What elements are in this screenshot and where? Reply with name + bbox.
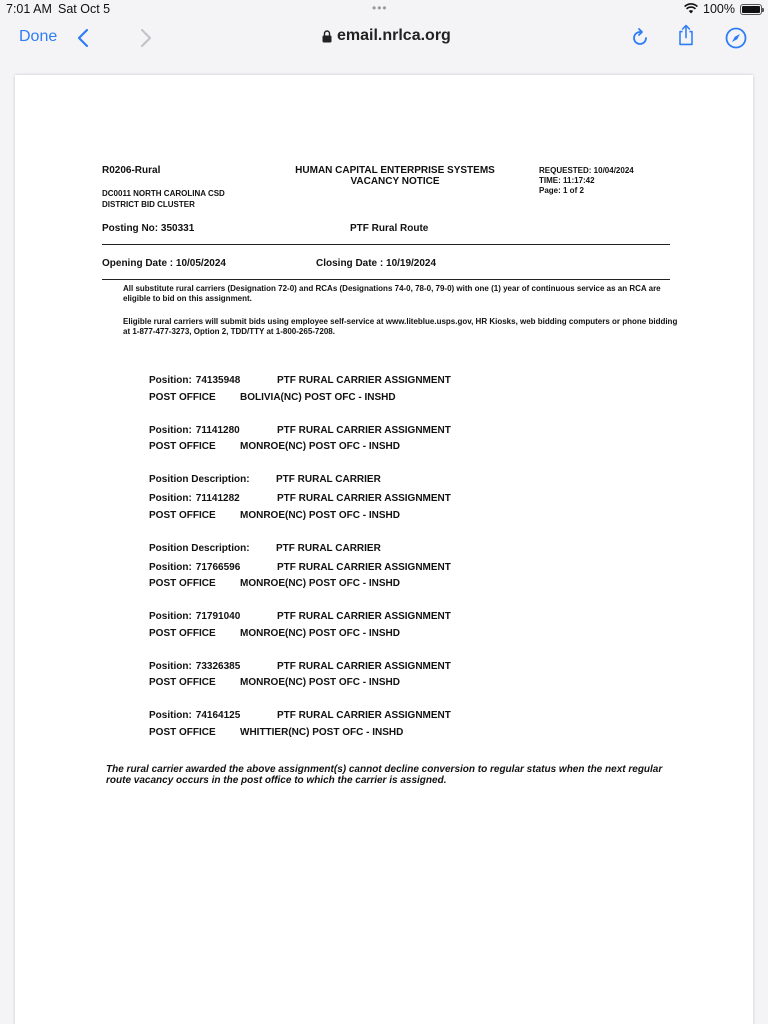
opening-date: Opening Date : 10/05/2024 [102, 258, 226, 269]
route-type: PTF Rural Route [350, 223, 429, 234]
district-line-1: DC0011 NORTH CAROLINA CSD [102, 189, 225, 198]
conversion-note: The rural carrier awarded the above assignment(s) cannot decline conversion to regular status when the next regular route vacancy occurs in the post office to which the carrier is assigned. [106, 764, 663, 786]
position-number: 74135948 [195, 375, 241, 386]
post-office-name: MONROE(NC) POST OFC - INSHD [240, 509, 400, 521]
multitasking-dots[interactable]: ••• [372, 1, 388, 15]
notice-title: VACANCY NOTICE [350, 176, 440, 187]
requested-date: REQUESTED: 10/04/2024 [539, 166, 634, 175]
system-title: HUMAN CAPITAL ENTERPRISE SYSTEMS [295, 165, 495, 176]
position-line [149, 561, 451, 573]
position-title: PTF RURAL CARRIER ASSIGNMENT [277, 710, 451, 721]
forward-button[interactable] [135, 27, 155, 49]
address-bar[interactable] [322, 27, 451, 45]
post-office-name: MONROE(NC) POST OFC - INSHD [240, 677, 400, 688]
browser-toolbar [0, 18, 768, 62]
position-title: PTF RURAL CARRIER ASSIGNMENT [277, 660, 451, 672]
position-line [149, 424, 451, 436]
post-office-name: BOLIVIA(NC) POST OFC - INSHD [240, 391, 396, 403]
position-description-line [149, 474, 381, 485]
reload-icon[interactable] [628, 26, 652, 50]
battery-level [742, 6, 760, 13]
position-description-label: Position Description: [149, 474, 250, 485]
position-description: PTF RURAL CARRIER [276, 474, 381, 485]
position-line [149, 493, 451, 504]
lock-icon [322, 30, 332, 43]
post-office-label: POST OFFICE [149, 578, 216, 589]
page-info: Page: 1 of 2 [539, 186, 584, 195]
position-description-line [149, 542, 381, 554]
post-office-label: POST OFFICE [149, 441, 216, 452]
post-office-line [149, 509, 400, 521]
divider [102, 244, 670, 245]
bidding-info-text: Eligible rural carriers will submit bids using employee self-service at www.liteblue.usps.gov, HR Kiosks, web bidding computers or phone bidding at 1-877-477-3273, Option 2, TDD/TTY at 1-800-265-7208. [123, 317, 678, 336]
eligibility-text: All substitute rural carriers (Designation 72-0) and RCAs (Designations 74-0, 78-0, 79-0) with one (1) year of continuous service as an RCA are eligible to bid on this assignment. [123, 284, 661, 303]
position-label: Position: [149, 660, 192, 672]
post-office-name: MONROE(NC) POST OFC - INSHD [240, 441, 400, 452]
position-line [149, 375, 451, 386]
position-title: PTF RURAL CARRIER ASSIGNMENT [277, 424, 451, 436]
post-office-line [149, 677, 400, 688]
status-time: 7:01 AM [6, 2, 52, 16]
district-info [102, 188, 225, 210]
post-office-line [149, 578, 400, 589]
post-office-name: MONROE(NC) POST OFC - INSHD [240, 627, 400, 639]
wifi-icon [684, 3, 698, 14]
position-label: Position: [149, 611, 192, 622]
requested-time: TIME: 11:17:42 [539, 176, 595, 185]
position-number: 71141280 [195, 424, 240, 436]
position-line [149, 660, 451, 672]
position-description-label: Position Description: [149, 542, 250, 554]
request-info [539, 166, 634, 196]
position-label: Position: [149, 424, 192, 436]
document-page [15, 75, 753, 1024]
position-number: 71791040 [195, 611, 241, 622]
divider [102, 279, 670, 280]
battery-percentage: 100% [703, 2, 735, 16]
district-line-2: DISTRICT BID CLUSTER [102, 200, 195, 209]
post-office-label: POST OFFICE [149, 677, 216, 688]
position-title: PTF RURAL CARRIER ASSIGNMENT [277, 493, 451, 504]
position-title: PTF RURAL CARRIER ASSIGNMENT [277, 611, 451, 622]
battery-icon [740, 4, 762, 15]
closing-date: Closing Date : 10/19/2024 [316, 258, 437, 269]
position-label: Position: [149, 493, 192, 504]
compass-icon[interactable] [724, 26, 748, 50]
position-title: PTF RURAL CARRIER ASSIGNMENT [277, 375, 451, 386]
post-office-label: POST OFFICE [149, 391, 216, 403]
position-title: PTF RURAL CARRIER ASSIGNMENT [277, 561, 451, 573]
post-office-label: POST OFFICE [149, 627, 216, 639]
status-date: Sat Oct 5 [58, 2, 111, 16]
position-label: Position: [149, 375, 192, 386]
document-title [270, 165, 520, 187]
post-office-label: POST OFFICE [149, 726, 216, 738]
done-button[interactable]: Done [19, 28, 58, 45]
position-label: Position: [149, 561, 192, 573]
post-office-name: MONROE(NC) POST OFC - INSHD [240, 578, 400, 589]
position-number: 74164125 [195, 710, 241, 721]
posting-number: Posting No: 350331 [102, 223, 195, 234]
position-line [149, 611, 451, 622]
post-office-line [149, 726, 404, 738]
post-office-line [149, 391, 396, 403]
status-bar [0, 0, 768, 18]
position-label: Position: [149, 710, 192, 721]
post-office-line [149, 441, 400, 452]
position-description: PTF RURAL CARRIER [276, 542, 381, 554]
back-button[interactable] [74, 27, 94, 49]
position-number: 73326385 [195, 660, 241, 672]
post-office-label: POST OFFICE [149, 509, 216, 521]
share-icon[interactable] [674, 23, 698, 47]
address-text: email.nrlca.org [337, 27, 451, 44]
position-number: 71141282 [195, 493, 240, 504]
post-office-line [149, 627, 400, 639]
position-line [149, 710, 451, 721]
report-id: R0206-Rural [102, 165, 161, 176]
post-office-name: WHITTIER(NC) POST OFC - INSHD [240, 726, 404, 738]
position-number: 71766596 [195, 561, 241, 573]
